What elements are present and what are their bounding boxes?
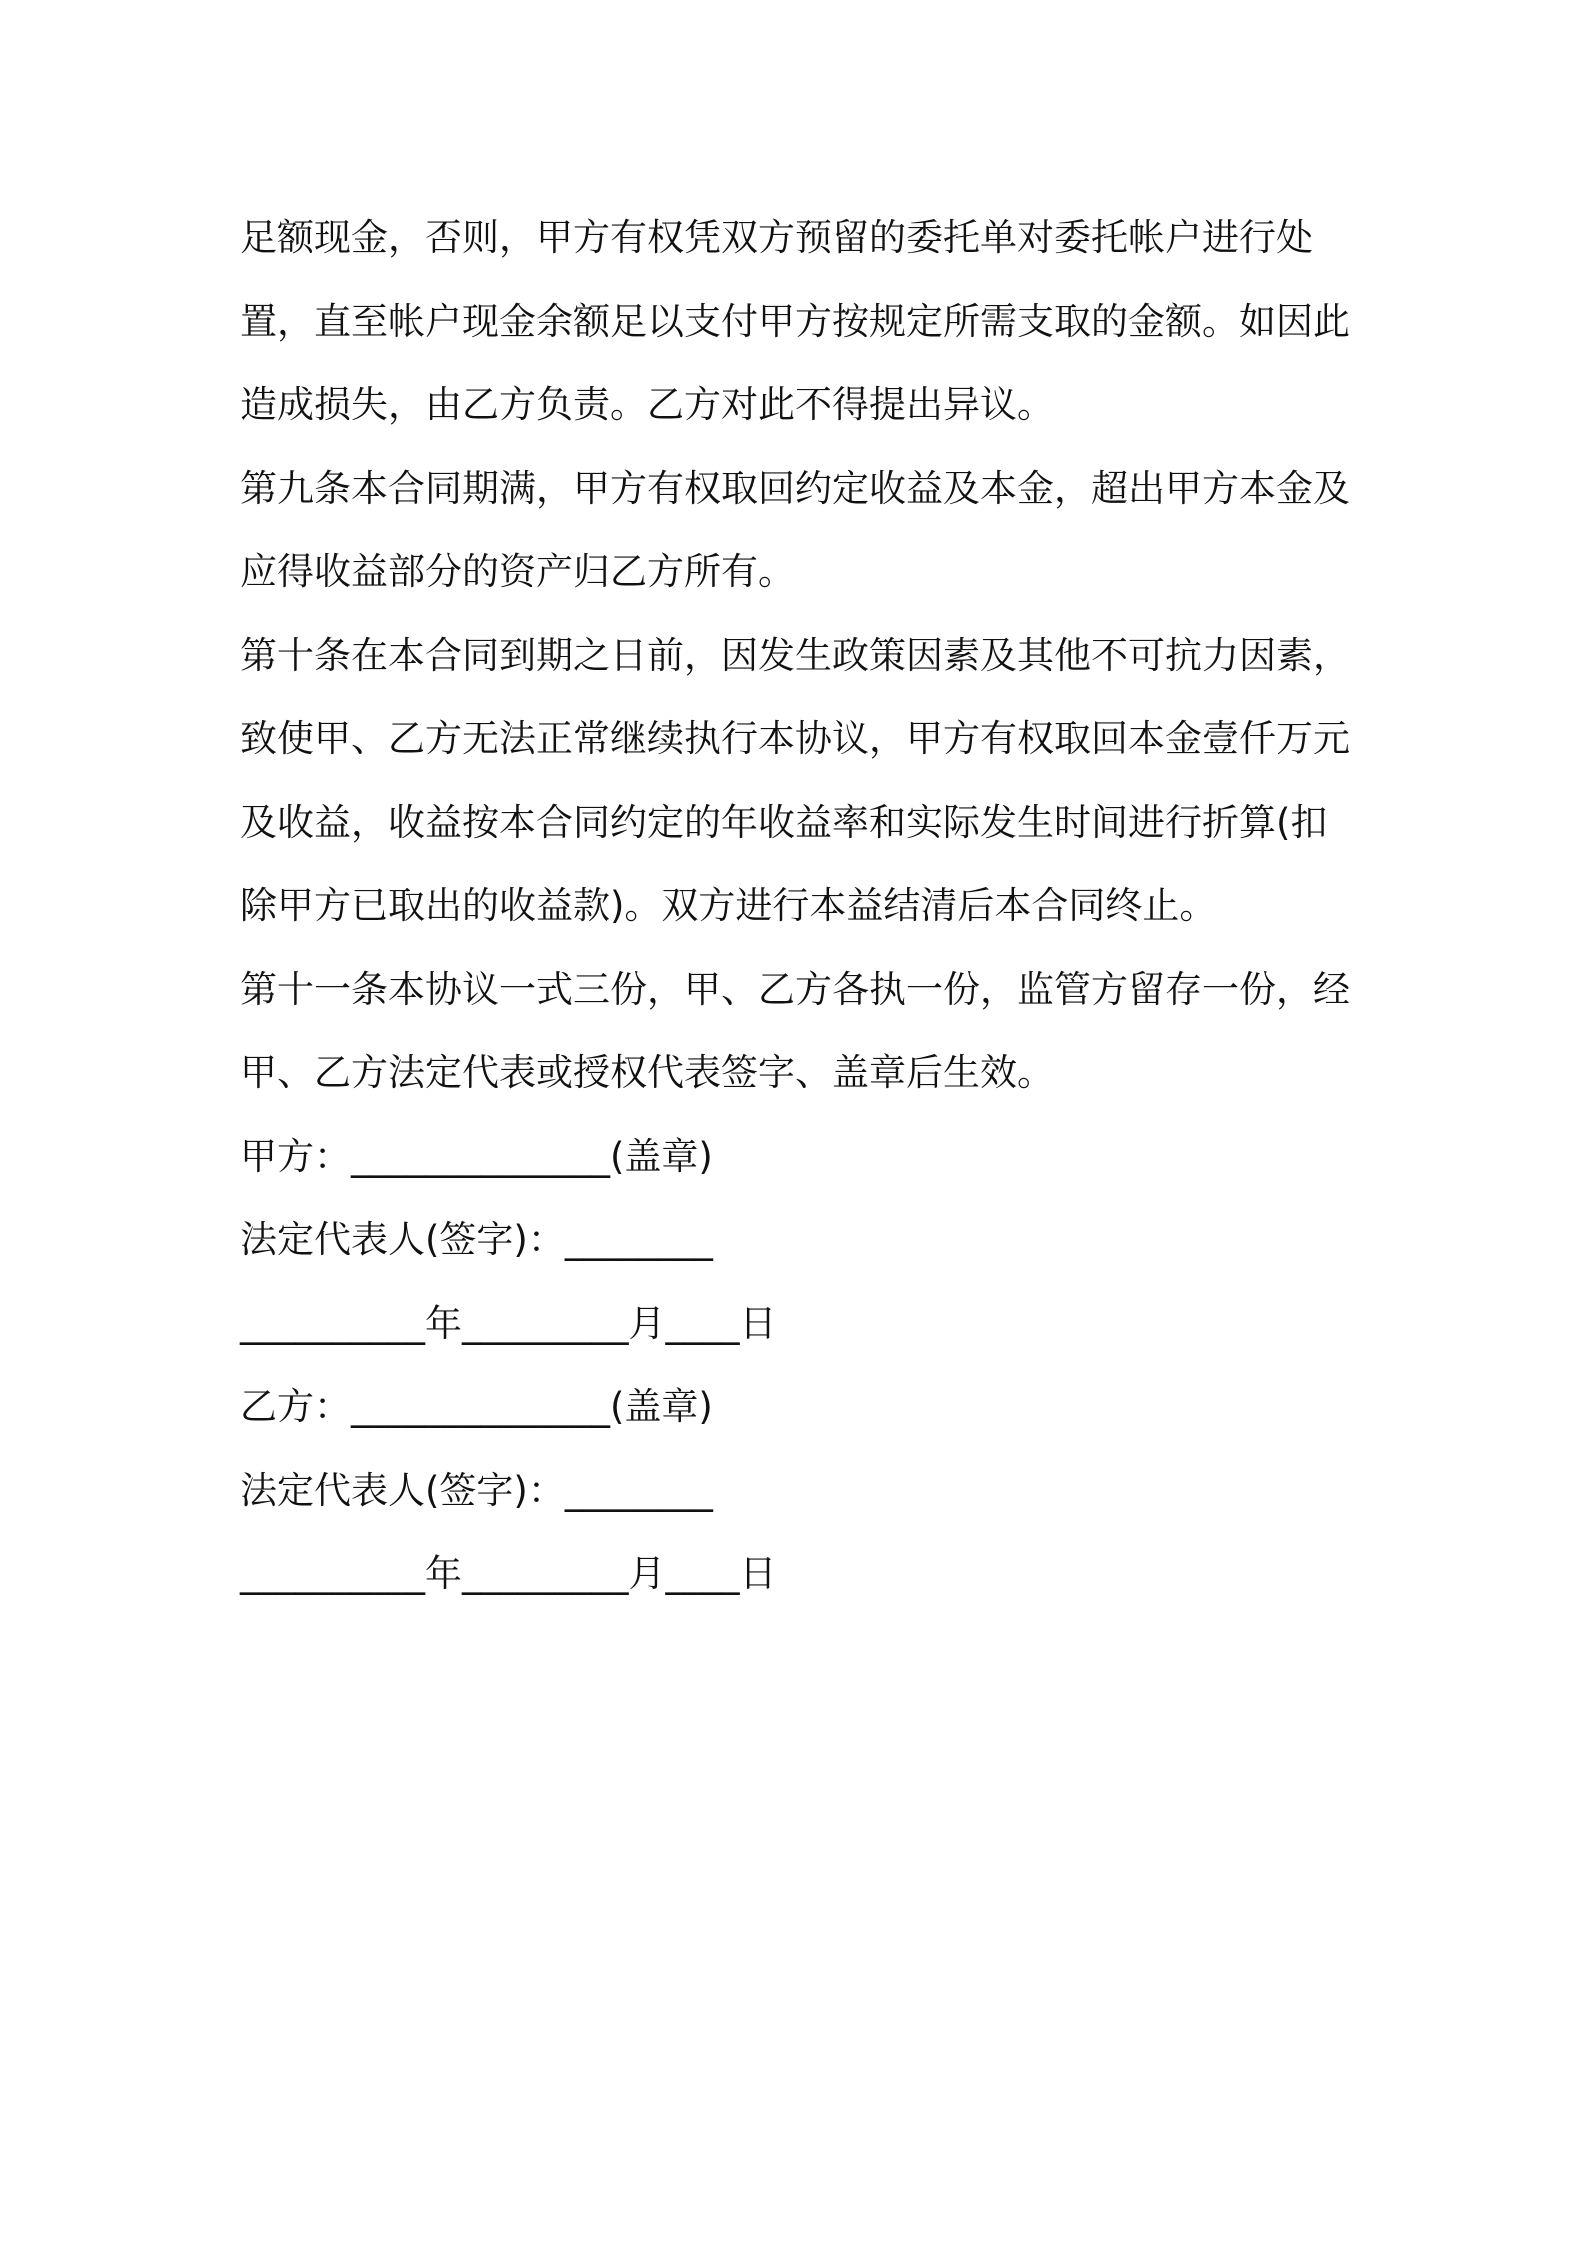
paragraph-article-11: 第十一条本协议一式三份，甲、乙方各执一份，监管方留存一份，经甲、乙方法定代表或授权代表签字、盖章后生效。 (240, 967, 1350, 1094)
party-a-date-line: __________年_________月____日 (240, 1301, 777, 1345)
document-body (240, 196, 1360, 1616)
party-b-date-line: __________年_________月____日 (240, 1552, 777, 1595)
party-a-representative-line: 法定代表人(签字)：________ (240, 1218, 713, 1261)
paragraph-article-9: 第九条本合同期满，甲方有权取回约定收益及本金，超出甲方本金及应得收益部分的资产归乙方所有。 (240, 466, 1350, 593)
party-a-seal-line: 甲方：______________(盖章) (240, 1134, 713, 1178)
party-a-signature-block (240, 1115, 1360, 1366)
party-b-signature-block (240, 1365, 1360, 1616)
paragraph-article-10: 第十条在本合同到期之日前，因发生政策因素及其他不可抗力因素，致使甲、乙方无法正常继续执行本协议，甲方有权取回本金壹仟万元及收益，收益按本合同约定的年收益率和实际发生时间进行折算(扣除甲方已取出的收益款)。双方进行本益结清后本合同终止。 (240, 633, 1350, 927)
party-b-seal-line: 乙方：______________(盖章) (240, 1385, 713, 1428)
party-b-representative-line: 法定代表人(签字)：________ (240, 1468, 713, 1512)
paragraph-disposal-clause: 足额现金，否则，甲方有权凭双方预留的委托单对委托帐户进行处置，直至帐户现金余额足以支付甲方按规定所需支取的金额。如因此造成损失，由乙方负责。乙方对此不得提出异议。 (240, 216, 1350, 426)
